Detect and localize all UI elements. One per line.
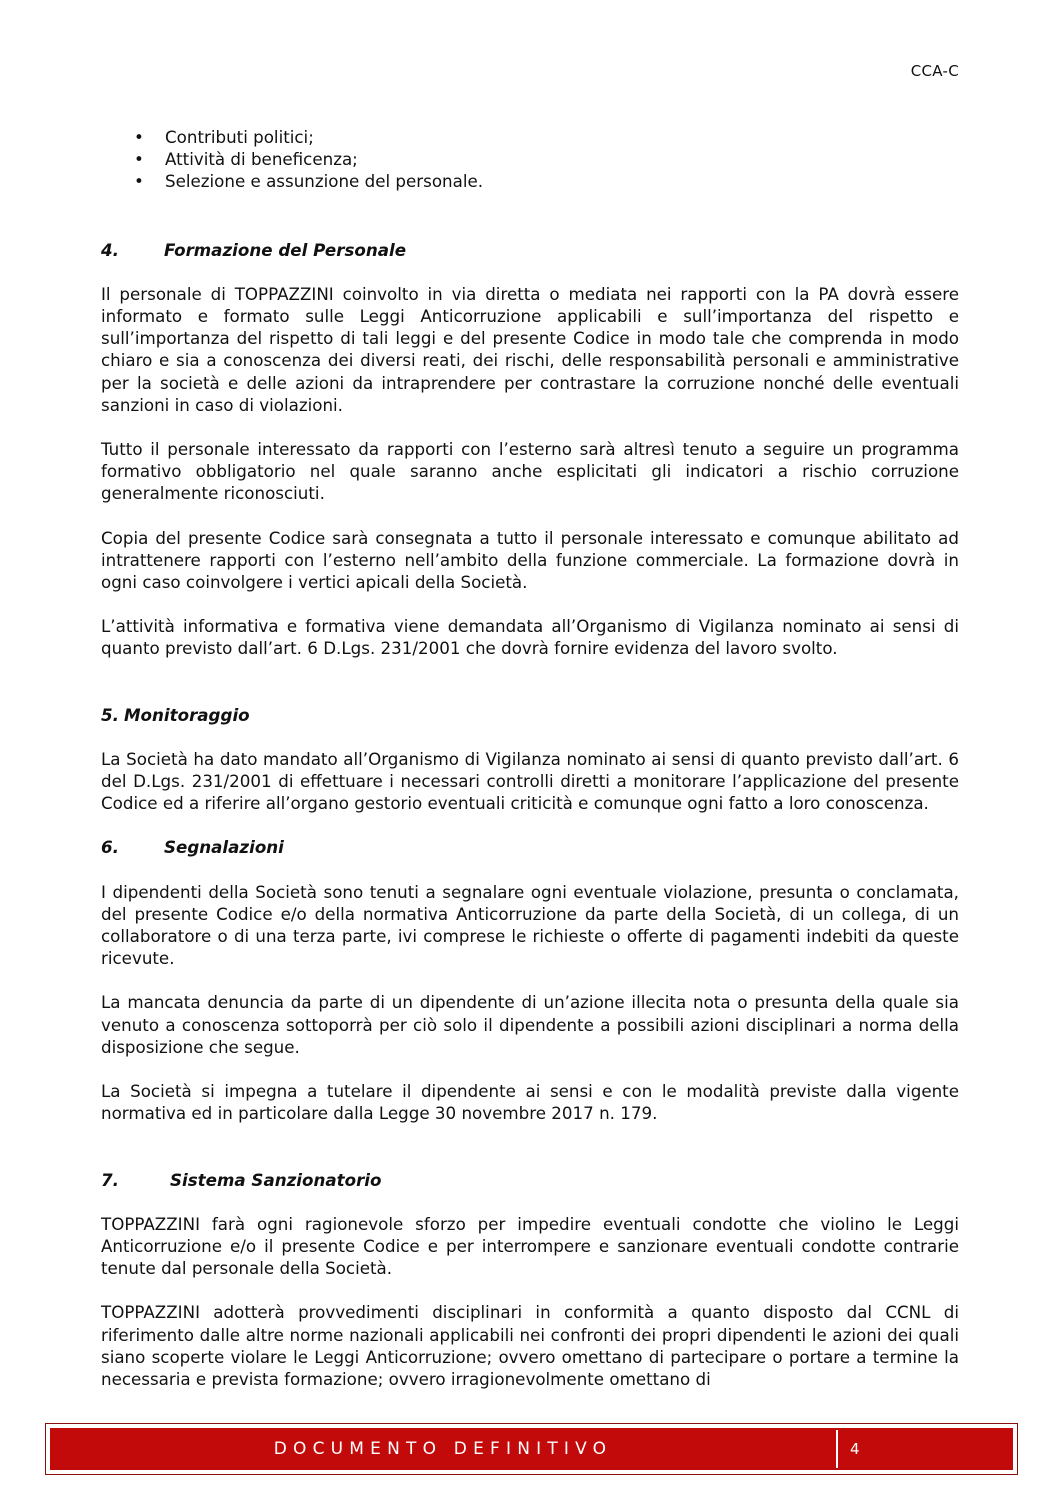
section-number: 4. [101, 239, 119, 260]
document-code: CCA-C [910, 62, 959, 80]
footer-label: DOCUMENTO DEFINITIVO [273, 1439, 613, 1459]
section-number: 7. [101, 1169, 119, 1190]
section-number: 6. [101, 837, 119, 858]
footer-divider [836, 1430, 838, 1468]
list-item: • Contributi politici; [101, 126, 959, 148]
paragraph: Copia del presente Codice sarà consegnata a tutto il personale interessato e comunque abilitato ad intrattenere rapporti con l’esterno nell’ambito della funzione commerciale. La formazione dovrà in ogni caso coinvolgere i vertici apicali della Società. [101, 527, 959, 593]
section-title: Sistema Sanzionatorio [170, 1169, 382, 1190]
section-heading-4 [101, 239, 959, 261]
list-item: • Selezione e assunzione del personale. [101, 170, 959, 192]
section-title: Segnalazioni [164, 837, 284, 858]
paragraph: La Società si impegna a tutelare il dipendente ai sensi e con le modalità previste dalla vigente normativa ed in particolare dalla Legge 30 novembre 2017 n. 179. [101, 1081, 959, 1124]
section-number: 5. [101, 704, 119, 725]
section-heading-7 [101, 1169, 959, 1191]
paragraph: L’attività informativa e formativa viene demandata all’Organismo di Vigilanza nominato ai sensi di quanto previsto dall’art. 6 D.Lgs. 231/2001 che dovrà fornire evidenza del lavoro svolto. [101, 616, 959, 659]
section-heading-5 [101, 704, 959, 726]
bullet-list [101, 126, 959, 193]
section-title: Formazione del Personale [164, 239, 407, 260]
section-title: Monitoraggio [123, 704, 250, 725]
footer-bar [50, 1428, 1013, 1470]
list-item: • Attività di beneficenza; [101, 148, 959, 170]
section-heading-6 [101, 836, 959, 858]
paragraph: La Società ha dato mandato all’Organismo di Vigilanza nominato ai sensi di quanto previsto dall’art. 6 del D.Lgs. 231/2001 di effettuare i necessari controlli diretti a monitorare l’applicazione del presente Codice ed a riferire all’organo gestorio eventuali criticità e comunque ogni fatto a loro conoscenza. [101, 748, 959, 814]
paragraph: Tutto il personale interessato da rapporti con l’esterno sarà altresì tenuto a seguire un programma formativo obbligatorio nel quale saranno anche esplicitati gli indicatori a rischio corruzione generalmente riconosciuti. [101, 439, 959, 504]
page-body [101, 126, 959, 1390]
paragraph: I dipendenti della Società sono tenuti a segnalare ogni eventuale violazione, presunta o conclamata, del presente Codice e/o della normativa Anticorruzione da parte della Società, di un collega, di un collaboratore o di una terza parte, ivi comprese le richieste o offerte di pagamenti indebiti da queste ricevute. [101, 881, 959, 969]
paragraph: Il personale di TOPPAZZINI coinvolto in via diretta o mediata nei rapporti con la PA dovrà essere informato e formato sulle Leggi Anticorruzione applicabili e sull’importanza del rispetto e sull’importanza del rispetto di tali leggi e del presente Codice in modo tale che comprenda in modo chiaro e sia a conoscenza dei diversi reati, dei rischi, delle responsabilità personali e amministrative per la società e delle azioni da intraprendere per contrastare la corruzione nonché delle eventuali sanzioni in caso di violazioni. [101, 283, 959, 415]
paragraph: La mancata denuncia da parte di un dipendente di un’azione illecita nota o presunta della quale sia venuto a conoscenza sottoporrà per ciò solo il dipendente a possibili azioni disciplinari a norma della disposizione che segue. [101, 992, 959, 1057]
page-number: 4 [850, 1440, 860, 1458]
paragraph: TOPPAZZINI adotterà provvedimenti disciplinari in conformità a quanto disposto dal CCNL di riferimento dalle altre norme nazionali applicabili nei confronti dei propri dipendenti le azioni dei quali siano scoperte violare le Leggi Anticorruzione; ovvero omettano di partecipare o portare a termine la necessaria e prevista formazione; ovvero irragionevolmente omettano di [101, 1302, 959, 1389]
paragraph: TOPPAZZINI farà ogni ragionevole sforzo per impedire eventuali condotte che violino le Leggi Anticorruzione e/o il presente Codice e per interrompere e sanzionare eventuali condotte contrarie tenute dal personale della Società. [101, 1213, 959, 1279]
